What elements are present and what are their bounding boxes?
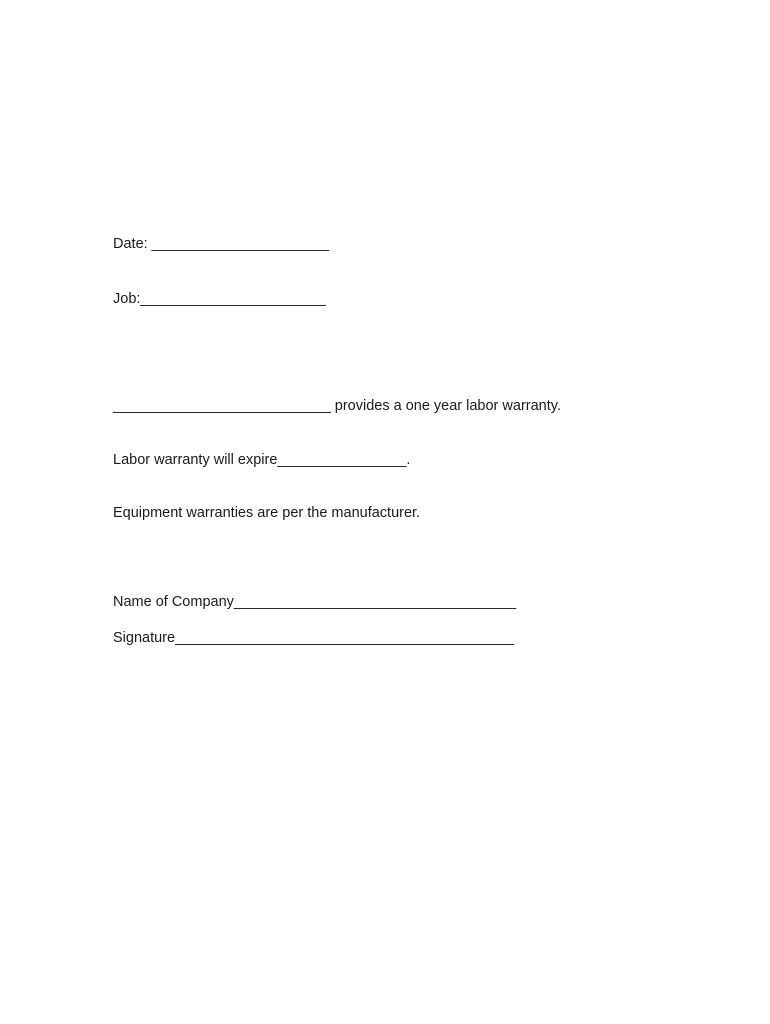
warranty-expiration-line: Labor warranty will expire________________. — [113, 452, 411, 468]
equipment-warranty-statement: Equipment warranties are per the manufacturer. — [113, 505, 421, 521]
company-name-field-line: Name of Company___________________________________ — [113, 594, 517, 610]
date-field-line: Date: ______________________ — [113, 236, 330, 252]
job-field-line: Job:_______________________ — [113, 291, 326, 307]
signature-field-line: Signature__________________________________________ — [113, 630, 514, 646]
labor-warranty-statement: ___________________________ provides a one year labor warranty. — [113, 398, 561, 414]
